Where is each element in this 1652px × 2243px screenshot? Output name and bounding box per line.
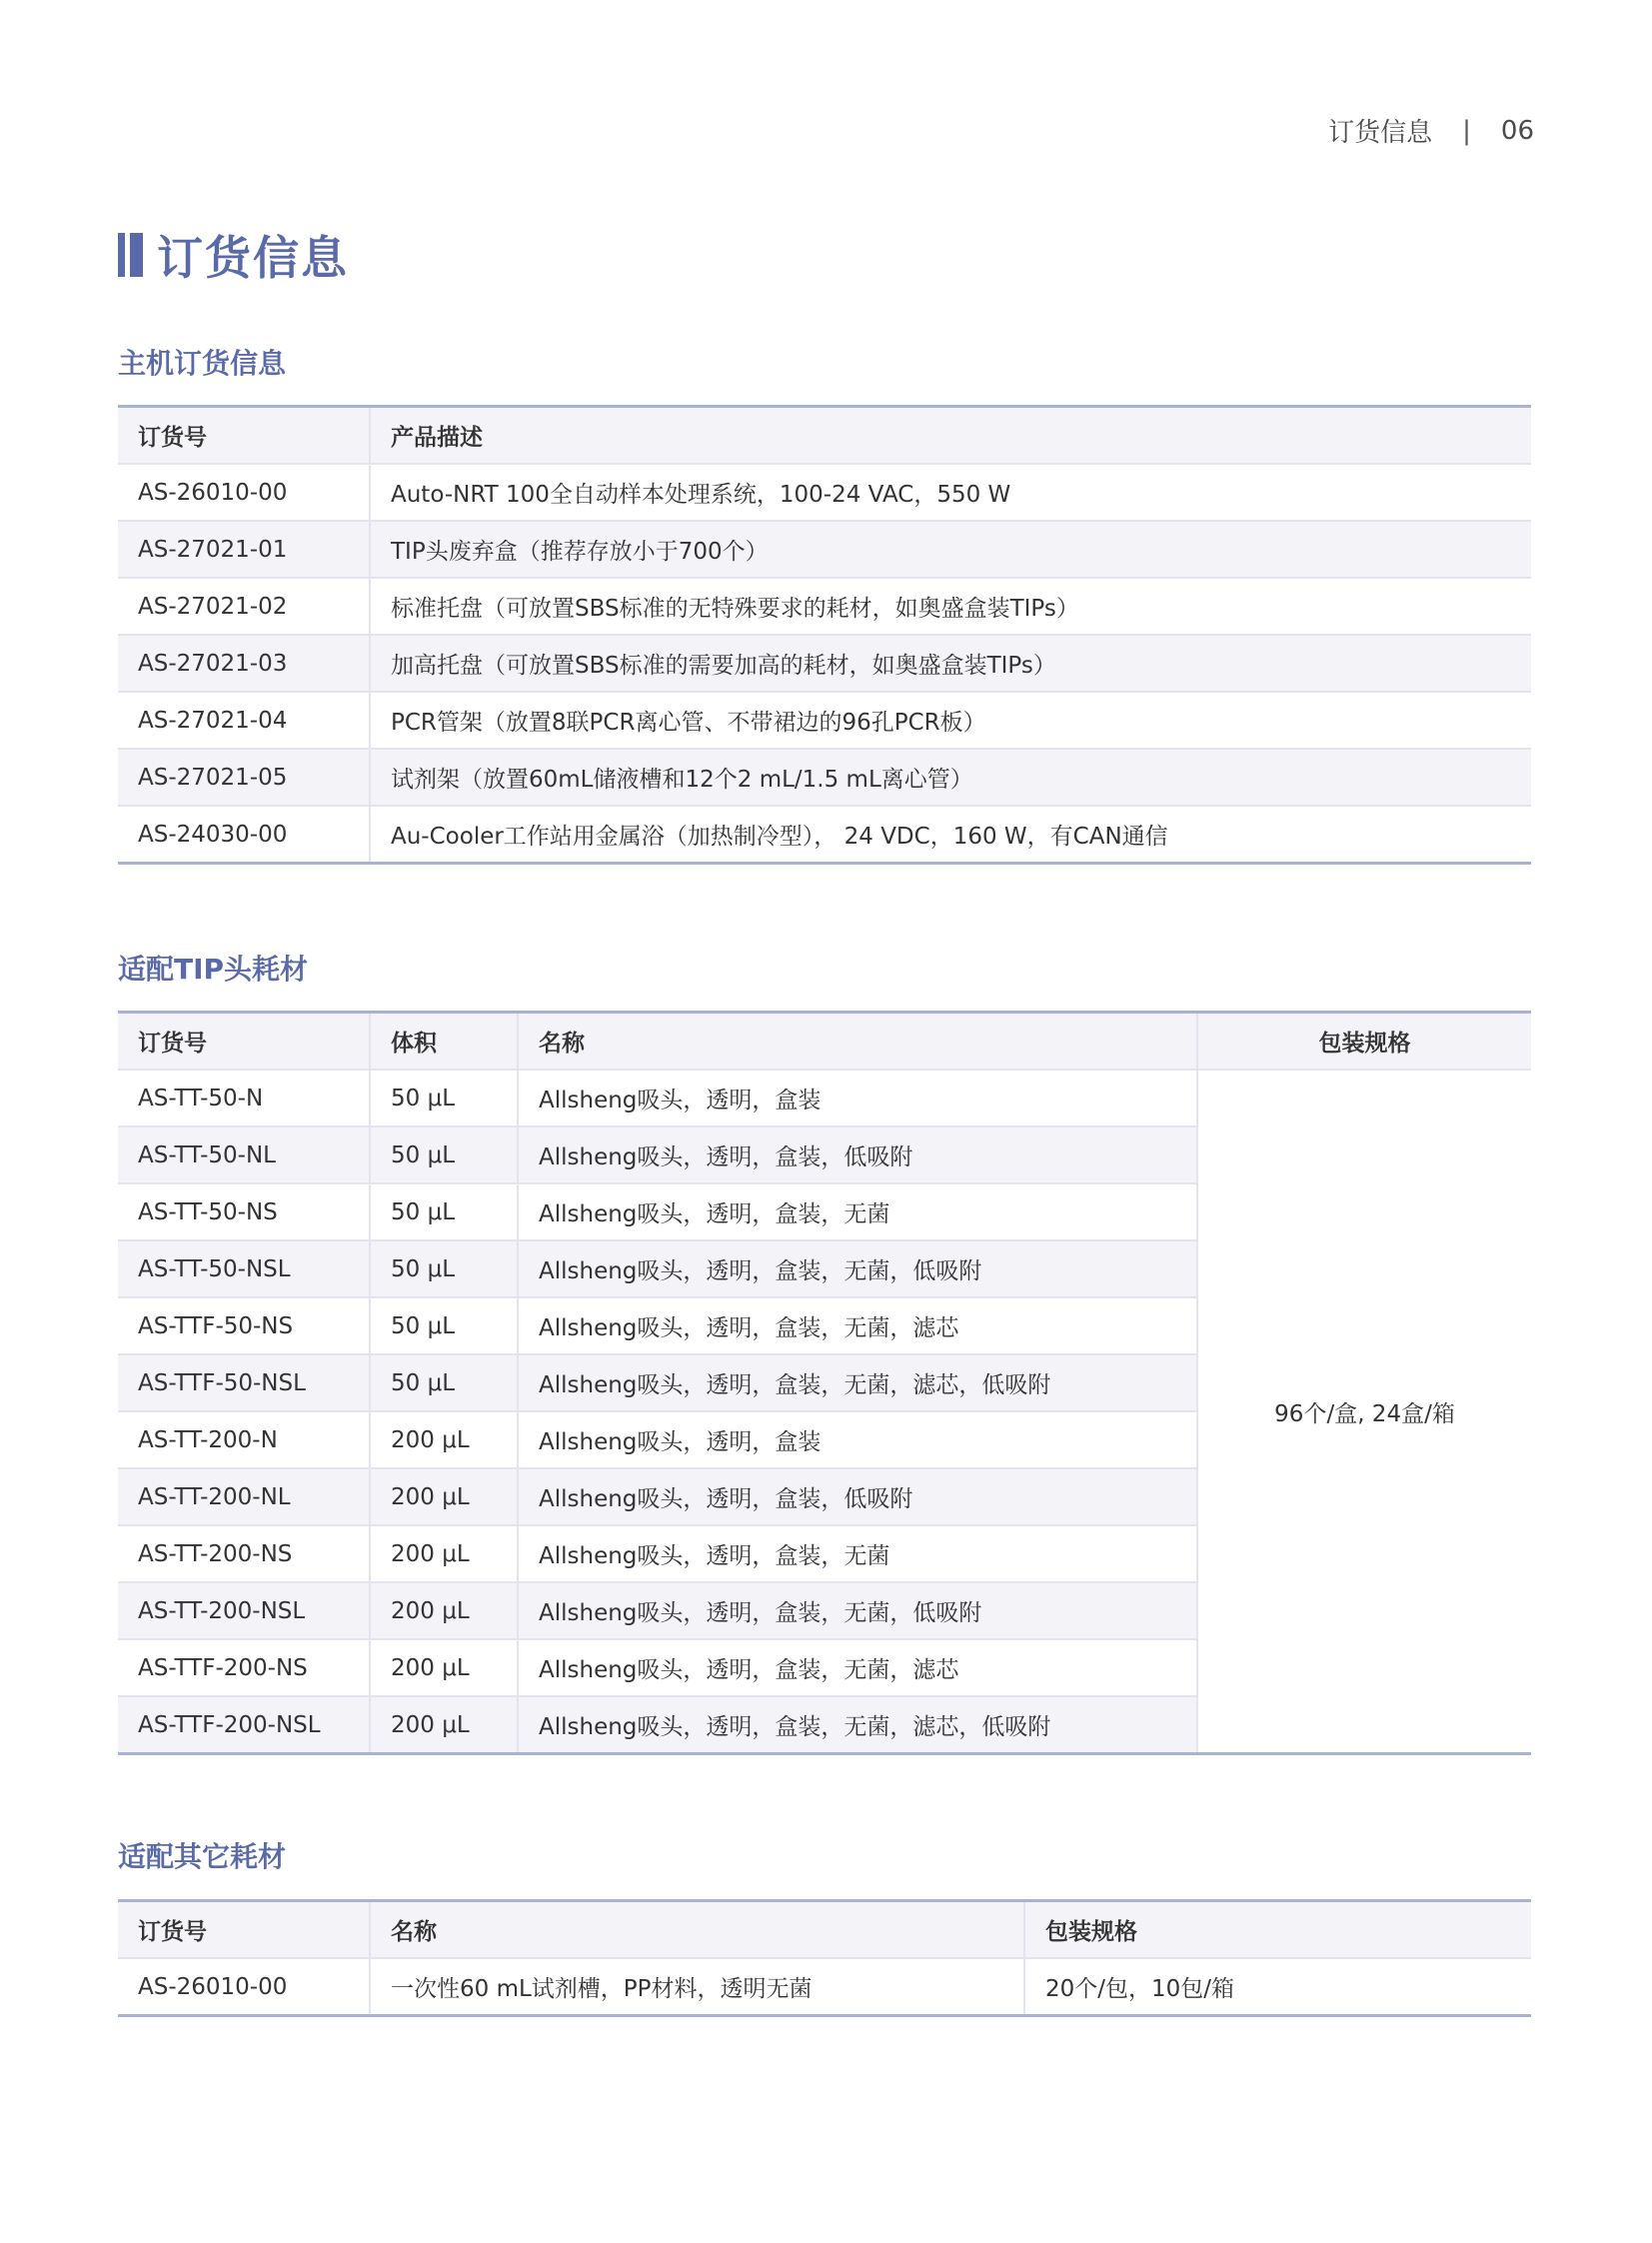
column-header-package: 包装规格: [1024, 1901, 1531, 1959]
order-number-cell: AS-27021-04: [118, 692, 370, 749]
name-cell: Allsheng吸头，透明，盒装，无菌，低吸附: [518, 1240, 1197, 1297]
column-header-name: 名称: [370, 1901, 1024, 1959]
description-cell: Auto-NRT 100全自动样本处理系统，100-24 VAC，550 W: [370, 464, 1531, 521]
name-cell: Allsheng吸头，透明，盒装，无菌，低吸附: [518, 1582, 1197, 1639]
page-title: [118, 222, 349, 288]
column-header-description: 产品描述: [370, 407, 1531, 465]
header-divider: |: [1462, 115, 1471, 146]
order-number-cell: AS-TTF-50-NS: [118, 1297, 370, 1354]
table-row: [118, 1070, 1531, 1126]
order-number-cell: AS-TT-200-NL: [118, 1468, 370, 1525]
order-number-cell: AS-TT-50-NS: [118, 1183, 370, 1240]
name-cell: Allsheng吸头，透明，盒装，无菌，滤芯，低吸附: [518, 1354, 1197, 1411]
order-number-cell: AS-TT-200-N: [118, 1411, 370, 1468]
description-cell: PCR管架（放置8联PCR离心管、不带裙边的96孔PCR板）: [370, 692, 1531, 749]
name-cell: Allsheng吸头，透明，盒装: [518, 1411, 1197, 1468]
name-cell: Allsheng吸头，透明，盒装，无菌，滤芯，低吸附: [518, 1696, 1197, 1754]
volume-cell: 200 μL: [370, 1639, 518, 1696]
name-cell: Allsheng吸头，透明，盒装，无菌: [518, 1525, 1197, 1582]
order-number-cell: AS-27021-02: [118, 578, 370, 635]
volume-cell: 50 μL: [370, 1126, 518, 1183]
order-number-cell: AS-TTF-200-NSL: [118, 1696, 370, 1754]
volume-cell: 200 μL: [370, 1525, 518, 1582]
title-bar-icon: [118, 233, 143, 277]
order-number-cell: AS-TTF-50-NSL: [118, 1354, 370, 1411]
order-number-cell: AS-TT-50-N: [118, 1070, 370, 1126]
tip-section-title: 适配TIP头耗材: [118, 953, 309, 986]
order-number-cell: AS-TTF-200-NS: [118, 1639, 370, 1696]
table-row: [118, 806, 1531, 864]
page-number: 06: [1500, 115, 1534, 146]
column-header-order-no: 订货号: [118, 1013, 370, 1071]
package-spec-cell: 96个/盒, 24盒/箱: [1197, 1070, 1531, 1754]
order-number-cell: AS-TT-50-NSL: [118, 1240, 370, 1297]
column-header-order-no: 订货号: [118, 407, 370, 465]
order-number-cell: AS-26010-00: [118, 1958, 370, 2016]
table-row: [118, 521, 1531, 578]
host-section-title: 主机订货信息: [118, 347, 287, 380]
tip-consumables-table: [118, 1011, 1531, 1755]
description-cell: 试剂架（放置60mL储液槽和12个2 mL/1.5 mL离心管）: [370, 749, 1531, 806]
volume-cell: 50 μL: [370, 1070, 518, 1126]
host-order-table: [118, 405, 1531, 865]
description-cell: Au-Cooler工作站用金属浴（加热制冷型）， 24 VDC，160 W，有CAN通信: [370, 806, 1531, 864]
other-section-title: 适配其它耗材: [118, 1840, 287, 1873]
table-header-row: [118, 407, 1531, 465]
volume-cell: 200 μL: [370, 1468, 518, 1525]
order-number-cell: AS-TT-50-NL: [118, 1126, 370, 1183]
volume-cell: 50 μL: [370, 1240, 518, 1297]
table-row: [118, 1958, 1531, 2016]
order-number-cell: AS-27021-01: [118, 521, 370, 578]
column-header-volume: 体积: [370, 1013, 518, 1071]
order-number-cell: AS-26010-00: [118, 464, 370, 521]
table-row: [118, 692, 1531, 749]
volume-cell: 50 μL: [370, 1297, 518, 1354]
volume-cell: 50 μL: [370, 1354, 518, 1411]
order-number-cell: AS-27021-05: [118, 749, 370, 806]
name-cell: 一次性60 mL试剂槽，PP材料，透明无菌: [370, 1958, 1024, 2016]
column-header-name: 名称: [518, 1013, 1197, 1071]
table-header-row: [118, 1901, 1531, 1959]
column-header-order-no: 订货号: [118, 1901, 370, 1959]
volume-cell: 50 μL: [370, 1183, 518, 1240]
table-row: [118, 464, 1531, 521]
order-number-cell: AS-27021-03: [118, 635, 370, 692]
name-cell: Allsheng吸头，透明，盒装: [518, 1070, 1197, 1126]
name-cell: Allsheng吸头，透明，盒装，无菌，滤芯: [518, 1297, 1197, 1354]
table-row: [118, 635, 1531, 692]
table-header-row: [118, 1013, 1531, 1071]
order-number-cell: AS-TT-200-NSL: [118, 1582, 370, 1639]
name-cell: Allsheng吸头，透明，盒装，无菌，滤芯: [518, 1639, 1197, 1696]
table-row: [118, 578, 1531, 635]
name-cell: Allsheng吸头，透明，盒装，低吸附: [518, 1126, 1197, 1183]
order-number-cell: AS-TT-200-NS: [118, 1525, 370, 1582]
volume-cell: 200 μL: [370, 1582, 518, 1639]
description-cell: 标准托盘（可放置SBS标准的无特殊要求的耗材，如奥盛盒装TIPs）: [370, 578, 1531, 635]
volume-cell: 200 μL: [370, 1696, 518, 1754]
table-row: [118, 749, 1531, 806]
description-cell: TIP头废弃盒（推荐存放小于700个）: [370, 521, 1531, 578]
running-header: [1328, 112, 1534, 149]
package-spec-cell: 20个/包，10包/箱: [1024, 1958, 1531, 2016]
description-cell: 加高托盘（可放置SBS标准的需要加高的耗材，如奥盛盒装TIPs）: [370, 635, 1531, 692]
page-title-text: 订货信息: [157, 231, 349, 285]
name-cell: Allsheng吸头，透明，盒装，低吸附: [518, 1468, 1197, 1525]
header-section-label: 订货信息: [1328, 118, 1433, 148]
column-header-package: 包装规格: [1197, 1013, 1531, 1071]
name-cell: Allsheng吸头，透明，盒装，无菌: [518, 1183, 1197, 1240]
volume-cell: 200 μL: [370, 1411, 518, 1468]
order-number-cell: AS-24030-00: [118, 806, 370, 864]
other-consumables-table: [118, 1899, 1531, 2017]
